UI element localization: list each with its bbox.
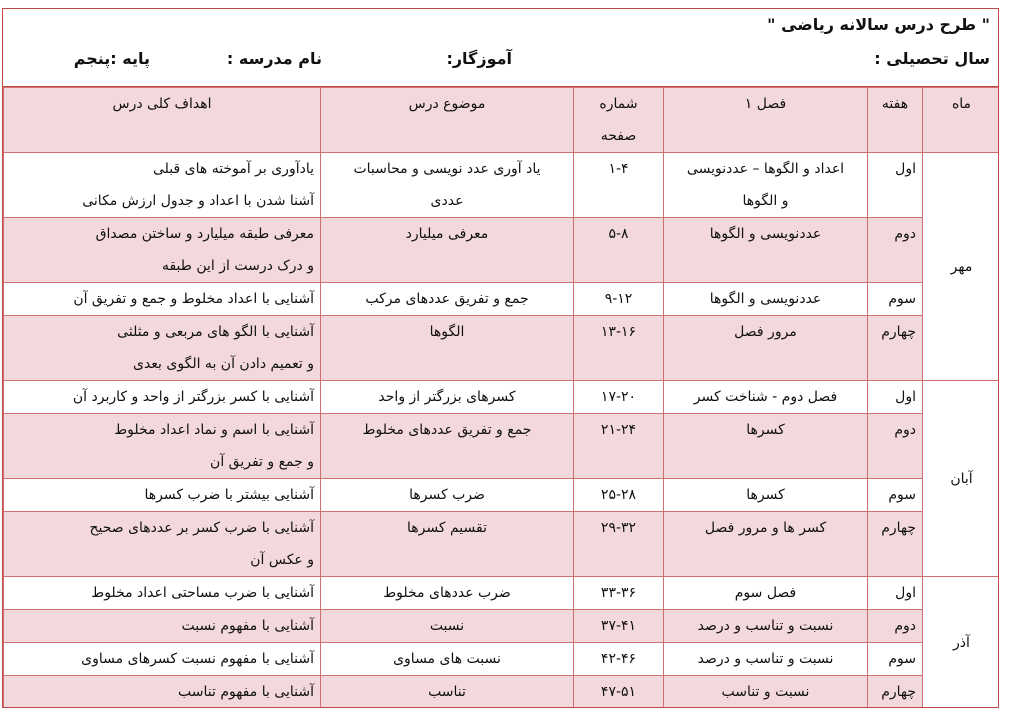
chapter-cell-line: مرور فصل [734,324,797,340]
week-cell: چهارم [868,512,923,577]
topic-cell [321,153,574,218]
month-cell: آذر [923,577,1000,708]
chapter-cell [664,153,868,218]
school-name-label: نام مدرسه : [227,49,322,68]
topic-cell [321,676,574,708]
chapter-cell [664,676,868,708]
col-topic: موضوع درس [321,88,574,153]
week-cell: سوم [868,283,923,316]
col-goals: اهداف کلی درس [4,88,321,153]
chapter-cell-line: فصل سوم [735,585,797,601]
page-number-cell: ۲۵-۲۸ [574,479,664,512]
chapter-cell [664,414,868,479]
chapter-cell [664,512,868,577]
week-cell: دوم [868,218,923,283]
lesson-plan-table [3,87,999,708]
chapter-cell [664,381,868,414]
table-row [4,381,1000,414]
teacher-label: آموزگار: [446,49,512,68]
goals-cell [4,283,321,316]
topic-cell-line: جمع و تفریق عددهای مرکب [365,291,528,307]
topic-cell [321,577,574,610]
topic-cell [321,316,574,381]
topic-cell-line: ضرب کسرها [409,487,485,503]
goals-cell [4,316,321,381]
topic-cell-line: عددی [431,193,464,209]
chapter-cell-line: فصل دوم - شناخت کسر [694,389,837,405]
page-number-cell: ۱۷-۲۰ [574,381,664,414]
chapter-cell [664,479,868,512]
chapter-cell [664,643,868,676]
table-row [4,414,1000,479]
chapter-cell [664,610,868,643]
page-number-cell: ۳۳-۳۶ [574,577,664,610]
goals-cell-line: و تعمیم دادن آن به الگوی بعدی [133,356,314,372]
page-number-cell: ۱-۴ [574,153,664,218]
col-chapter: فصل ۱ [664,88,868,153]
topic-cell-line: یاد آوری عدد نویسی و محاسبات [353,161,540,177]
col-page-line1: شماره [599,96,637,112]
chapter-cell-line: کسرها [746,487,785,503]
chapter-cell [664,218,868,283]
chapter-cell-line: اعداد و الگوها – عددنویسی [687,161,844,177]
topic-cell [321,283,574,316]
goals-cell-line: آشنایی با کسر بزرگتر از واحد و کاربرد آن [73,389,314,405]
goals-cell [4,577,321,610]
topic-cell [321,610,574,643]
table-row [4,316,1000,381]
col-month: ماه [923,88,1000,153]
lesson-plan-page [2,8,999,708]
goals-cell-line: آشنایی با ضرب مساحتی اعداد مخلوط [91,585,314,601]
chapter-cell [664,316,868,381]
topic-cell-line: نسبت های مساوی [393,651,501,667]
goals-cell [4,610,321,643]
table-row [4,610,1000,643]
week-cell: اول [868,381,923,414]
chapter-cell-line: کسرها [746,422,785,438]
table-row [4,479,1000,512]
goals-cell-line: یادآوری بر آموخته های قبلی [153,161,314,177]
topic-cell [321,414,574,479]
topic-cell-line: ضرب عددهای مخلوط [383,585,511,601]
page-number-cell: ۲۹-۳۲ [574,512,664,577]
goals-cell-line: و جمع و تفریق آن [210,454,314,470]
table-row [4,283,1000,316]
goals-cell-line: و درک درست از این طبقه [162,258,314,274]
goals-cell-line: آشنا شدن با اعداد و جدول ارزش مکانی [82,193,314,209]
topic-cell-line: الگوها [430,324,465,340]
week-cell: دوم [868,610,923,643]
table-row [4,676,1000,708]
week-cell: چهارم [868,316,923,381]
document-title: " طرح درس سالانه ریاضی " [767,15,990,34]
week-cell: دوم [868,414,923,479]
topic-cell [321,381,574,414]
page-number-cell: ۲۱-۲۴ [574,414,664,479]
goals-cell [4,153,321,218]
chapter-cell-line: و الگوها [743,193,789,209]
topic-cell-line: نسبت [430,618,464,634]
school-year-label: سال تحصیلی : [874,49,990,68]
goals-cell [4,414,321,479]
table-row [4,577,1000,610]
page-number-cell: ۹-۱۲ [574,283,664,316]
week-cell: اول [868,577,923,610]
chapter-cell-line: نسبت و تناسب و درصد [698,618,834,634]
goals-cell-line: آشنایی با مفهوم تناسب [178,684,314,700]
month-cell: مهر [923,153,1000,381]
goals-cell-line: آشنایی با مفهوم نسبت [182,618,314,634]
chapter-cell-line: عددنویسی و الگوها [710,226,822,242]
grade-label: پایه :پنجم [74,49,150,68]
goals-cell-line: و عکس آن [250,552,314,568]
col-page-line2: صفحه [601,128,637,144]
chapter-cell [664,283,868,316]
page-number-cell: ۴۲-۴۶ [574,643,664,676]
goals-cell-line: آشنایی بیشتر با ضرب کسرها [144,487,314,503]
chapter-cell-line: نسبت و تناسب [722,684,810,700]
topic-cell [321,218,574,283]
topic-cell-line: تناسب [428,684,466,700]
goals-cell-line: آشنایی با الگو های مربعی و مثلثی [117,324,314,340]
goals-cell [4,218,321,283]
goals-cell-line: معرفی طبقه میلیارد و ساختن مصداق [96,226,314,242]
table-row [4,218,1000,283]
topic-cell [321,643,574,676]
topic-cell-line: کسرهای بزرگتر از واحد [378,389,515,405]
goals-cell-line: آشنایی با اعداد مخلوط و جمع و تفریق آن [73,291,314,307]
topic-cell-line: تقسیم کسرها [407,520,487,536]
table-row [4,512,1000,577]
week-cell: چهارم [868,676,923,708]
topic-cell-line: جمع و تفریق عددهای مخلوط [363,422,532,438]
chapter-cell [664,577,868,610]
topic-cell-line: معرفی میلیارد [406,226,489,242]
topic-cell [321,479,574,512]
page-number-cell: ۱۳-۱۶ [574,316,664,381]
table-header-row [4,88,1000,153]
page-number-cell: ۵-۸ [574,218,664,283]
chapter-cell-line: عددنویسی و الگوها [710,291,822,307]
goals-cell [4,643,321,676]
goals-cell [4,381,321,414]
page-number-cell: ۴۷-۵۱ [574,676,664,708]
week-cell: سوم [868,643,923,676]
chapter-cell-line: کسر ها و مرور فصل [705,520,826,536]
table-row [4,153,1000,218]
goals-cell [4,676,321,708]
goals-cell [4,512,321,577]
goals-cell-line: آشنایی با مفهوم نسبت کسرهای مساوی [81,651,314,667]
goals-cell-line: آشنایی با اسم و نماد اعداد مخلوط [114,422,314,438]
topic-cell [321,512,574,577]
month-cell: آبان [923,381,1000,577]
table-row [4,643,1000,676]
goals-cell [4,479,321,512]
week-cell: اول [868,153,923,218]
page-number-cell: ۳۷-۴۱ [574,610,664,643]
goals-cell-line: آشنایی با ضرب کسر بر عددهای صحیح [89,520,314,536]
col-page-number [574,88,664,153]
col-week: هفته [868,88,923,153]
chapter-cell-line: نسبت و تناسب و درصد [698,651,834,667]
week-cell: سوم [868,479,923,512]
